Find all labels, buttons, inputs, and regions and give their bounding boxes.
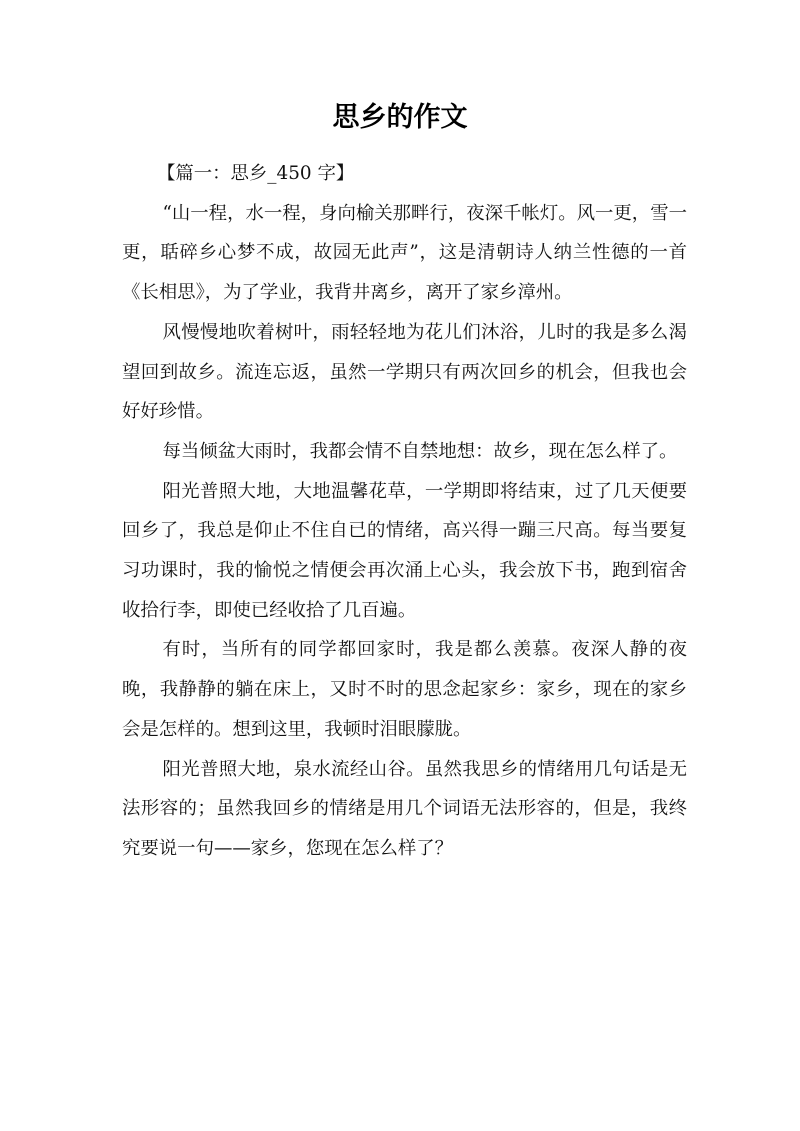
- paragraph: 阳光普照大地，大地温馨花草，一学期即将结束，过了几天便要回乡了，我总是仰止不住自已的情绪，高兴得一蹦三尺高。每当要复习功课时，我的愉悦之情便会再次涌上心头，我会放下书，跑到宿舍收拾行李，即使已经收拾了几百遍。: [122, 480, 687, 621]
- document-body: [122, 154, 687, 869]
- paragraph: 阳光普照大地，泉水流经山谷。虽然我思乡的情绪用几句话是无法形容的；虽然我回乡的情绪是用几个词语无法形容的，但是，我终究要说一句——家乡，您现在怎么样了？: [122, 758, 687, 859]
- paragraph: 有时，当所有的同学都回家时，我是都么羡慕。夜深人静的夜晚，我静静的躺在床上，又时不时的思念起家乡：家乡，现在的家乡会是怎样的。想到这里，我顿时泪眼朦胧。: [122, 639, 687, 740]
- paragraph: 风慢慢地吹着树叶，雨轻轻地为花儿们沐浴，儿时的我是多么渴望回到故乡。流连忘返，虽然一学期只有两次回乡的机会，但我也会好好珍惜。: [122, 321, 687, 423]
- paragraph: 每当倾盆大雨时，我都会情不自禁地想：故乡，现在怎么样了。: [162, 440, 678, 462]
- document-title: 思乡的作文: [332, 102, 468, 133]
- paragraph: “山一程，水一程，身向榆关那畔行，夜深千帐灯。风一更，雪一更，聒碎乡心梦不成，故园无此声”，这是清朝诗人纳兰性德的一首《长相思》，为了学业，我背井离乡，离开了家乡漳州。: [122, 202, 687, 304]
- section-heading: 【篇一：思乡_450 字】: [156, 163, 355, 184]
